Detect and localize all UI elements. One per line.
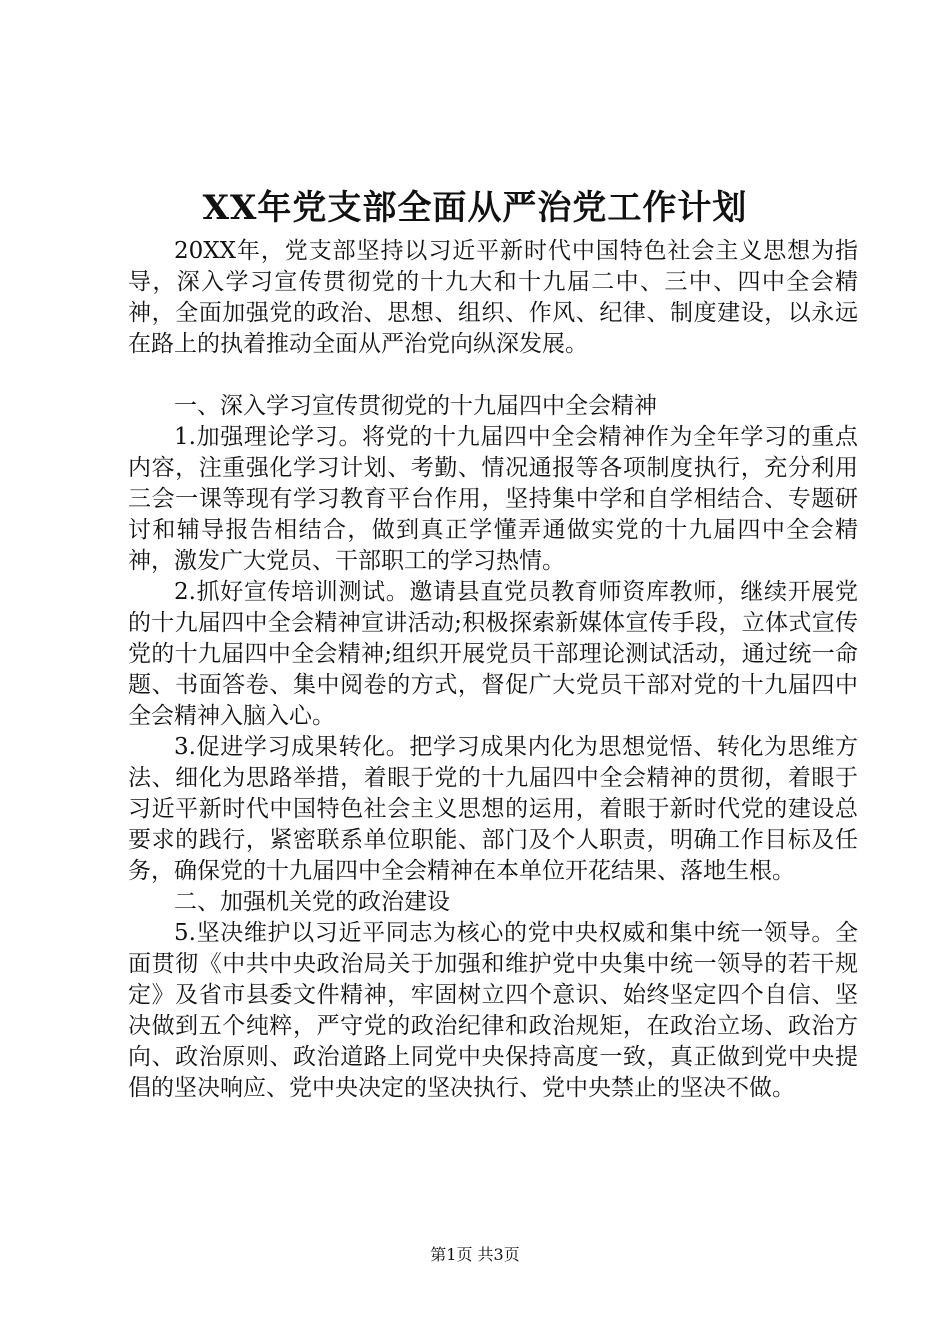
page-footer: 第1页 共3页 <box>430 1245 520 1264</box>
section-heading-1: 一、深入学习宣传贯彻党的十九届四中全会精神 <box>174 393 657 419</box>
intro-paragraph: 20XX年，党支部坚持以习近平新时代中国特色社会主义思想为指导，深入学习宣传贯彻党的十九大和十九届二中、三中、四中全会精神，全面加强党的政治、思想、组织、作风、纪律、制度建设，以永远在路上的执着推动全面从严治党向纵深发展。 <box>128 238 858 357</box>
paragraph-gap <box>128 360 858 391</box>
section-heading-2: 二、加强机关党的政治建设 <box>174 889 450 915</box>
document-body <box>128 236 858 1104</box>
item-paragraph-1: 1.加强理论学习。将党的十九届四中全会精神作为全年学习的重点内容，注重强化学习计划、考勤、情况通报等各项制度执行，充分利用三会一课等现有学习教育平台作用，坚持集中学和自学相结合、专题研讨和辅导报告相结合，做到真正学懂弄通做实党的十九届四中全会精神，激发广大党员、干部职工的学习热情。 <box>128 424 858 574</box>
item-paragraph-3: 3.促进学习成果转化。把学习成果内化为思想觉悟、转化为思维方法、细化为思路举措，着眼于党的十九届四中全会精神的贯彻，着眼于习近平新时代中国特色社会主义思想的运用，着眼于新时代党的建设总要求的践行，紧密联系单位职能、部门及个人职责，明确工作目标及任务，确保党的十九届四中全会精神在本单位开花结果、落地生根。 <box>128 734 858 884</box>
item-paragraph-2: 2.抓好宣传培训测试。邀请县直党员教育师资库教师，继续开展党的十九届四中全会精神宣讲活动;积极探索新媒体宣传手段，立体式宣传党的十九届四中全会精神;组织开展党员干部理论测试活动，通过统一命题、书面答卷、集中阅卷的方式，督促广大党员干部对党的十九届四中全会精神入脑入心。 <box>128 579 858 729</box>
item-paragraph-5: 5.坚决维护以习近平同志为核心的党中央权威和集中统一领导。全面贯彻《中共中央政治局关于加强和维护党中央集中统一领导的若干规定》及省市县委文件精神，牢固树立四个意识、始终坚定四个自信、坚决做到五个纯粹，严守党的政治纪律和政治规矩，在政治立场、政治方向、政治原则、政治道路上同党中央保持高度一致，真正做到党中央提倡的坚决响应、党中央决定的坚决执行、党中央禁止的坚决不做。 <box>128 920 858 1101</box>
document-title: XX年党支部全面从严治党工作计划 <box>202 188 748 228</box>
